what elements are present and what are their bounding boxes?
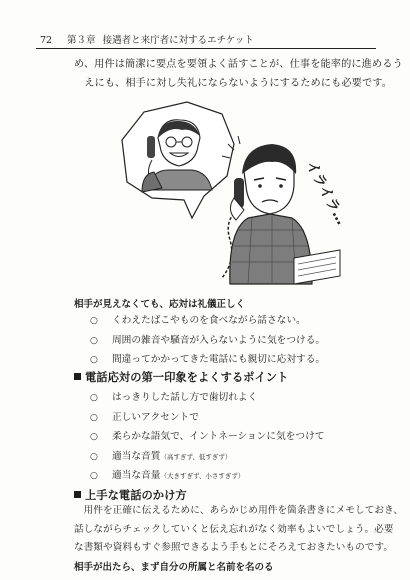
bullet: ○	[90, 471, 98, 481]
list-item	[90, 466, 324, 486]
paragraph-line: な書類や資料もすぐ参照できるよう手もとにそろえておきたいものです。	[74, 542, 394, 553]
list-item-note: （大きすぎず、小さすぎず）	[160, 472, 245, 480]
page-header	[40, 32, 370, 46]
bullet: ○	[90, 412, 98, 423]
list-item-text: 正しいアクセントで	[112, 411, 199, 423]
list-item-text: 柔らかな語気で、イントネーションに気をつけて	[112, 431, 325, 442]
sub-heading-2: 相手が出たら、まず自分の所属と名前を名のる	[74, 562, 274, 573]
list-item	[90, 408, 324, 428]
page-number: 72	[40, 35, 53, 46]
list-item	[90, 388, 324, 408]
bullet: ○	[90, 355, 98, 365]
section-a-list	[90, 311, 325, 370]
bullet: ○	[90, 335, 98, 346]
section-c-heading	[74, 487, 187, 503]
intro-line: め、用件は簡潔に要点を要領よく話すことが、仕事を能率的に進めるう	[74, 59, 403, 70]
chapter-label: 第３章	[67, 35, 96, 46]
list-item	[90, 311, 325, 331]
chapter-title: 接遇者と来庁者に対するエチケット	[102, 35, 254, 46]
section-b-list	[90, 388, 324, 486]
square-bullet-icon	[74, 491, 81, 498]
section-b-heading	[74, 369, 288, 385]
telephone-illustration	[112, 100, 350, 290]
paragraph-line: 用件を正確に伝えるために、あらかじめ用件を箇条書きにメモしておき、	[83, 505, 404, 516]
section-b-heading-text: 電話応対の第一印象をよくするポイント	[85, 371, 289, 384]
list-item-text: 適当な音質	[112, 450, 161, 462]
list-item	[90, 427, 324, 447]
list-item-text: 周囲の雑音や騒音が入らないように気をつける。	[112, 334, 326, 346]
section-a-heading: 相手が見えなくても、応対は礼儀正しく	[74, 299, 246, 310]
bullet: ○	[90, 393, 98, 403]
illustration-drawing	[112, 100, 350, 290]
list-item-text: くわえたばこやものを食べながら話さない。	[112, 315, 306, 326]
list-item	[90, 447, 324, 467]
bullet: ○	[90, 432, 98, 442]
square-bullet-icon	[74, 373, 81, 380]
irritation-sfx: イライラ…	[302, 158, 350, 228]
list-item	[90, 331, 325, 351]
list-item-text: 適当な音量	[112, 470, 161, 481]
list-item	[90, 350, 325, 370]
paragraph-line: 話しながらチェックしていくと伝え忘れがなく効率もよいでしょう。必要	[74, 523, 394, 535]
intro-paragraph	[74, 55, 403, 93]
intro-line: えにも、相手に対し失礼にならないようにするためにも必要です。	[84, 78, 392, 89]
bullet: ○	[90, 451, 98, 462]
list-item-text: 間違ってかかってきた電話にも親切に応対する。	[112, 354, 326, 365]
header-rule	[36, 48, 376, 49]
bullet: ○	[90, 316, 98, 326]
section-c-paragraph	[74, 502, 404, 558]
list-item-text: はっきりした話し方で歯切れよく	[112, 392, 258, 403]
list-item-note: （高すぎず、低すぎず）	[160, 452, 232, 461]
section-c-heading-text: 上手な電話のかけ方	[85, 489, 187, 502]
